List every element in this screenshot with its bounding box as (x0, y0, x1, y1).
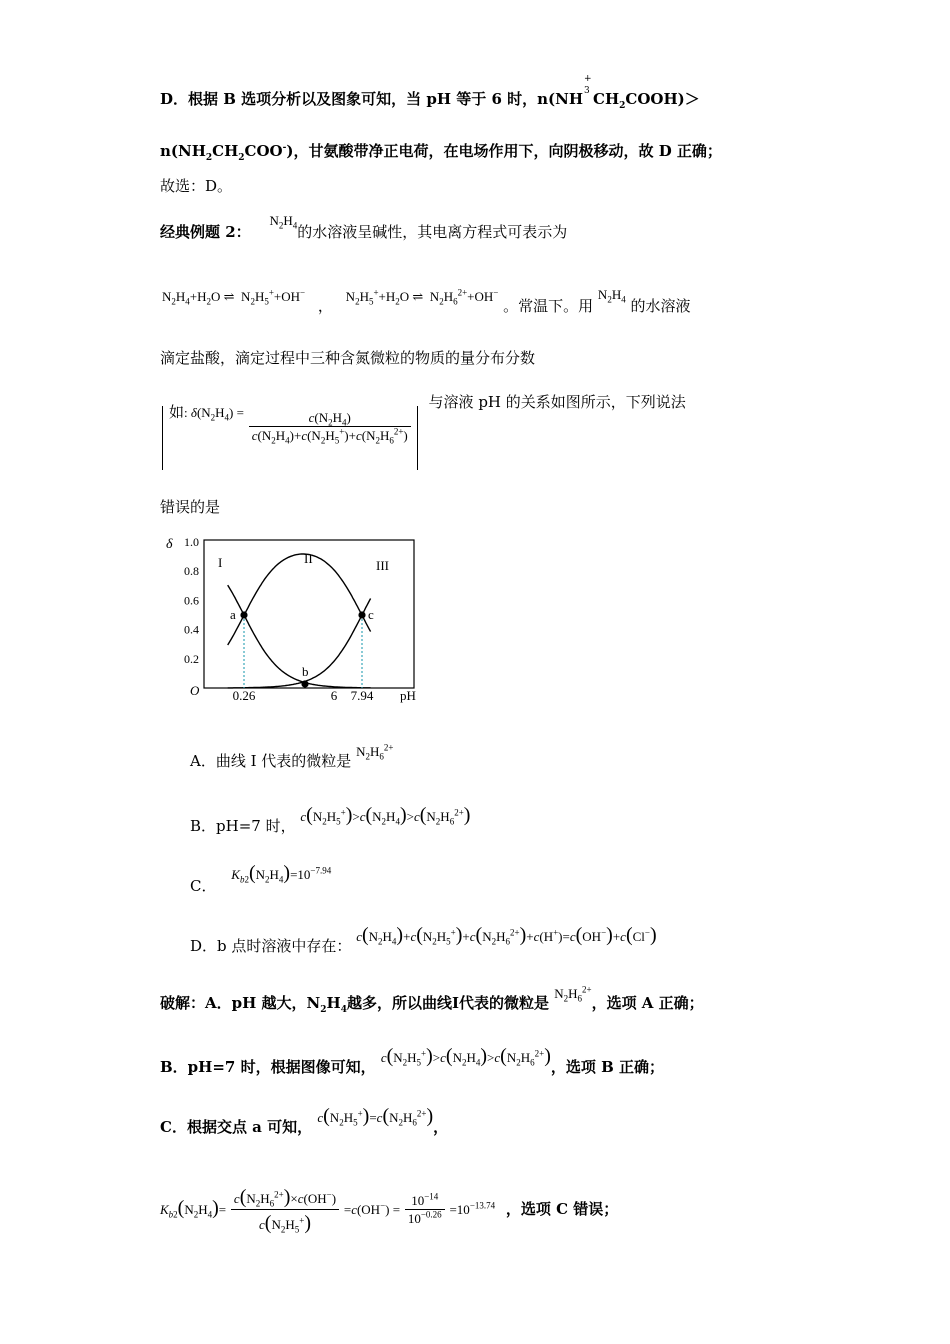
formula-n2h6: $N_2H_6^{2+}$ (356, 742, 394, 762)
option-b (190, 804, 471, 837)
x-axis-label: pH (400, 688, 416, 703)
sub: 2 (619, 101, 626, 111)
sub-three: 3 (584, 86, 590, 96)
example-label: 经典例题 2： (160, 223, 251, 241)
option-c (190, 862, 332, 897)
y-tick-label: 0.4 (184, 622, 199, 637)
curves (228, 554, 371, 688)
kb2-expr: $K_{b2}(N_2H_4)=10^{-7.94}$ (231, 862, 332, 885)
delta-lhs: : $\delta(N_2H_4)$ = (184, 404, 244, 423)
curve-i (228, 585, 371, 688)
equation-1: $N_2H_4+H_2O$ ⇌ $N_2H_5^++OH^-$ (162, 287, 306, 307)
x-tick-label: 0.26 (232, 688, 256, 703)
wrong-line: 错误的是 (160, 498, 221, 516)
y-tick-label: 0.2 (184, 651, 199, 666)
inequality: $c(N_2H_5^+)>c(N_2H_4)>c(N_2H_6^{2+})$ (380, 1045, 551, 1068)
point-label: a (230, 607, 236, 622)
series-label: II (304, 551, 313, 566)
distribution-chart (160, 530, 430, 710)
solution-d-line1 (160, 74, 700, 111)
series-label: III (376, 558, 389, 573)
titration-line: 滴定盐酸，滴定过程中三种含氮微粒的物质的量分布分数 (160, 349, 536, 367)
equation-2: $N_2H_5^++H_2O$ ⇌ $N_2H_6^{2+}+OH^-$ (345, 287, 499, 307)
text: C．根据交点 a 可知， (160, 1118, 313, 1136)
x-tick-label: 7.94 (350, 688, 374, 703)
y-axis-label: δ (166, 537, 173, 552)
choose-line: 故选：D。 (160, 177, 233, 195)
formula-n2h4: $N_2H_4$ (269, 213, 298, 231)
solution-c (160, 1105, 449, 1138)
text: H (326, 994, 341, 1012)
prefix: 如 (169, 402, 185, 421)
text: D．根据 B 选项分析以及图象可知，当 pH 等于 6 时，n(NH (160, 90, 584, 108)
point-marker (301, 680, 308, 687)
example-line (160, 213, 568, 241)
curve-ii (228, 554, 371, 645)
option-d (190, 924, 657, 957)
series-label: I (218, 555, 223, 570)
charge-balance: $c(N_2H_4)+c(N_2H_5^+)+c(N_2H_6^{2+})+c(H^+)=c(OH^-)+c(Cl^-)$ (356, 924, 657, 947)
y-tick-label: 0.8 (184, 564, 199, 579)
kb2-derivation (160, 1185, 618, 1235)
equation-line (162, 287, 691, 315)
equality: $c(N_2H_5^+)=c(N_2H_6^{2+})$ (317, 1105, 434, 1128)
text: )，甘氨酸带净正电荷，在电场作用下，向阴极移动，故 D 正确； (286, 142, 722, 160)
sub: 2 (238, 153, 245, 163)
text: ，选项 C 错误； (505, 1200, 619, 1218)
delta-definition (162, 392, 686, 470)
sup: - (282, 143, 287, 153)
sub: 4 (340, 1005, 347, 1015)
kb2-equals: =c(OH−) = (343, 1200, 401, 1217)
solution-a (160, 984, 704, 1015)
point-label: b (302, 664, 309, 679)
text: A．曲线 I 代表的微粒是 (190, 752, 352, 770)
plus-sign: + (584, 74, 592, 84)
point-marker (240, 611, 247, 618)
text: D．b 点时溶液中存在： (190, 937, 352, 955)
point-label: c (368, 607, 374, 622)
text: C． (190, 877, 217, 895)
text: 破解：A．pH 越大，N (160, 994, 321, 1012)
kb2-fraction: $\frac{c(N_2H_6^{2+})\times c(OH^-)}{c(N_2H_5^+)}$ (231, 1185, 339, 1235)
kb2-formula: $K_{b2}(N_2H_4)=$ (160, 1197, 227, 1220)
text: ，选项 A 正确； (591, 994, 704, 1012)
delta-fraction: $\frac{c(N_2H_4)}{c(N_2H_4)+c(N_2H_5^+)+c(N_2H_6^{2+})}$ (249, 410, 411, 443)
sub: 2 (205, 153, 213, 163)
inequality: $c(N_2H_5^+)>c(N_2H_4)>c(N_2H_6^{2+})$ (300, 804, 471, 827)
origin-label: O (190, 683, 200, 698)
text: 越多，所以曲线Ⅰ代表的微粒是 (346, 994, 549, 1012)
text: 与溶液 pH 的关系如图所示，下列说法 (428, 392, 686, 411)
formula-n2h6: $N_2H_6^{2+}$ (554, 984, 592, 1004)
x-tick-label: 6 (330, 688, 338, 703)
y-tick-label: 1.0 (184, 535, 199, 549)
text: CH (212, 142, 239, 160)
y-ticks (184, 535, 199, 666)
text: COOH)＞ (625, 90, 700, 108)
delta-bracket (162, 402, 418, 470)
text: 的水溶液呈碱性，其电离方程式可表示为 (297, 223, 568, 241)
text: 的水溶液 (630, 297, 691, 315)
kb2-numeric-fraction: $\frac{10^{-14}}{10^{-0.26}}$ (405, 1193, 445, 1226)
text: n(NH (160, 142, 206, 160)
y-tick-label: 0.6 (184, 593, 199, 608)
sub: 2 (320, 1005, 327, 1015)
kb2-result: $=10^{-13.74}$ (449, 1200, 496, 1217)
solution-b (160, 1045, 664, 1078)
text: CH (593, 90, 620, 108)
separator: ， (317, 297, 333, 315)
formula-n2h4: $N_2H_4$ (597, 287, 626, 305)
text: 。常温下。用 (503, 297, 594, 315)
text: B．pH=7 时， (190, 817, 296, 835)
text: COO (244, 142, 283, 160)
solution-d-line2 (160, 142, 722, 163)
point-marker (358, 611, 365, 618)
curve-iii (228, 599, 371, 688)
option-a (190, 742, 394, 770)
text: ，选项 B 正确； (550, 1058, 664, 1076)
text: ， (433, 1118, 449, 1136)
text: B．pH=7 时，根据图像可知， (160, 1058, 376, 1076)
